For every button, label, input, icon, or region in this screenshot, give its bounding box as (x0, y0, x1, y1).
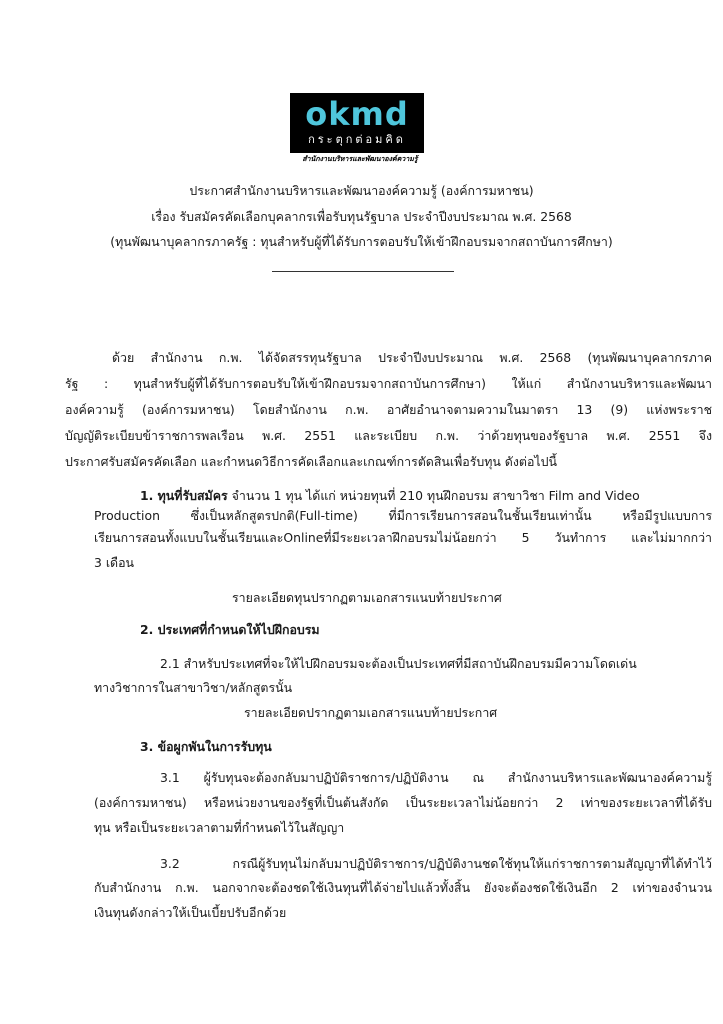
section3-line: ทุน หรือเป็นระยะเวลาตามที่กำหนดไว้ในสัญญา (94, 820, 345, 835)
announcement-title: ประกาศสำนักงานบริหารและพัฒนาองค์ความรู้ (องค์การมหาชน) (189, 183, 534, 198)
section1-line: เรียนการสอนทั้งแบบในชั้นเรียนและOnlineที่มีระยะเวลาฝึกอบรมไม่น้อยกว่า 5 วันทำการ และไม่มากกว่า (94, 530, 712, 545)
logo-org-name: สำนักงานบริหารและพัฒนาองค์ความรู้ (302, 155, 418, 163)
announcement-subject: เรื่อง รับสมัครคัดเลือกบุคลากรเพื่อรับทุนรัฐบาล ประจำปีงบประมาณ พ.ศ. 2568 (151, 209, 572, 224)
section2-line: ทางวิชาการในสาขาวิชา/หลักสูตรนั้น (94, 680, 293, 695)
intro-line: ประกาศรับสมัครคัดเลือก และกำหนดวิธีการคัดเลือกและเกณฑ์การตัดสินเพื่อรับทุน ดังต่อไปนี้ (65, 454, 557, 469)
section2-note: รายละเอียดปรากฏตามเอกสารแนบท้ายประกาศ (244, 705, 498, 720)
section1-line: 3 เดือน (94, 555, 135, 570)
section1-line: Production ซึ่งเป็นหลักสูตรปกติ(Full-time) ที่มีการเรียนการสอนในชั้นเรียนเท่านั้น หรือมีรูปแบบการ (94, 508, 712, 523)
section3-line: เงินทุนดังกล่าวให้เป็นเบี้ยปรับอีกด้วย (94, 905, 287, 920)
section1-heading: 1. ทุนที่รับสมัคร (140, 488, 228, 503)
section3-line: 3.1 ผู้รับทุนจะต้องกลับมาปฏิบัติราชการ/ปฏิบัติงาน ณ สำนักงานบริหารและพัฒนาองค์ความรู้ (160, 770, 712, 785)
intro-line: บัญญัติระเบียบข้าราชการพลเรือน พ.ศ. 2551 และระเบียบ ก.พ. ว่าด้วยทุนของรัฐบาล พ.ศ. 2551 จึง (65, 428, 712, 443)
section3-heading: 3. ข้อผูกพันในการรับทุน (140, 739, 272, 754)
logo-subtitle: กระตุกต่อมคิด (308, 133, 406, 146)
section2-heading: 2. ประเทศที่กำหนดให้ไปฝึกอบรม (140, 622, 320, 637)
section3-line: 3.2 กรณีผู้รับทุนไม่กลับมาปฏิบัติราชการ/ปฏิบัติงานชดใช้ทุนให้แก่ราชการตามสัญญาที่ได้ทำไว้ (160, 856, 712, 871)
logo-wordmark: okmd (305, 95, 409, 133)
intro-line: องค์ความรู้ (องค์การมหาชน) โดยสำนักงาน ก.พ. อาศัยอำนาจตามความในมาตรา 13 (9) แห่งพระราช (65, 402, 712, 417)
intro-line: รัฐ : ทุนสำหรับผู้ที่ได้รับการตอบรับให้เข้าฝึกอบรมจากสถาบันการศึกษา) ให้แก่ สำนักงานบริหารและพัฒนา (65, 376, 712, 391)
section1-note: รายละเอียดทุนปรากฏตามเอกสารแนบท้ายประกาศ (232, 590, 502, 605)
section3-line: กับสำนักงาน ก.พ. นอกจากจะต้องชดใช้เงินทุนที่ได้จ่ายไปแล้วทั้งสิ้น ยังจะต้องชดใช้เงินอีก 2 เท่าของจำนวน (94, 880, 712, 895)
section2-line: 2.1 สำหรับประเทศที่จะให้ไปฝึกอบรมจะต้องเป็นประเทศที่มีสถาบันฝึกอบรมมีความโดดเด่น (160, 656, 637, 671)
okmd-logo (290, 93, 424, 153)
title-divider (272, 271, 454, 272)
intro-line: ด้วย สำนักงาน ก.พ. ได้จัดสรรทุนรัฐบาล ประจำปีงบประมาณ พ.ศ. 2568 (ทุนพัฒนาบุคลากรภาค (112, 350, 712, 365)
section1-text: จำนวน 1 ทุน ได้แก่ หน่วยทุนที่ 210 ทุนฝึกอบรม สาขาวิชา Film and Video (227, 488, 640, 503)
section1-line (140, 488, 640, 504)
section3-line: (องค์การมหาชน) หรือหน่วยงานของรัฐที่เป็นต้นสังกัด เป็นระยะเวลาไม่น้อยกว่า 2 เท่าของระยะเวลาที่ได้รับ (94, 795, 712, 810)
announcement-scope: (ทุนพัฒนาบุคลากรภาครัฐ : ทุนสำหรับผู้ที่ได้รับการตอบรับให้เข้าฝึกอบรมจากสถาบันการศึกษา) (110, 234, 613, 249)
